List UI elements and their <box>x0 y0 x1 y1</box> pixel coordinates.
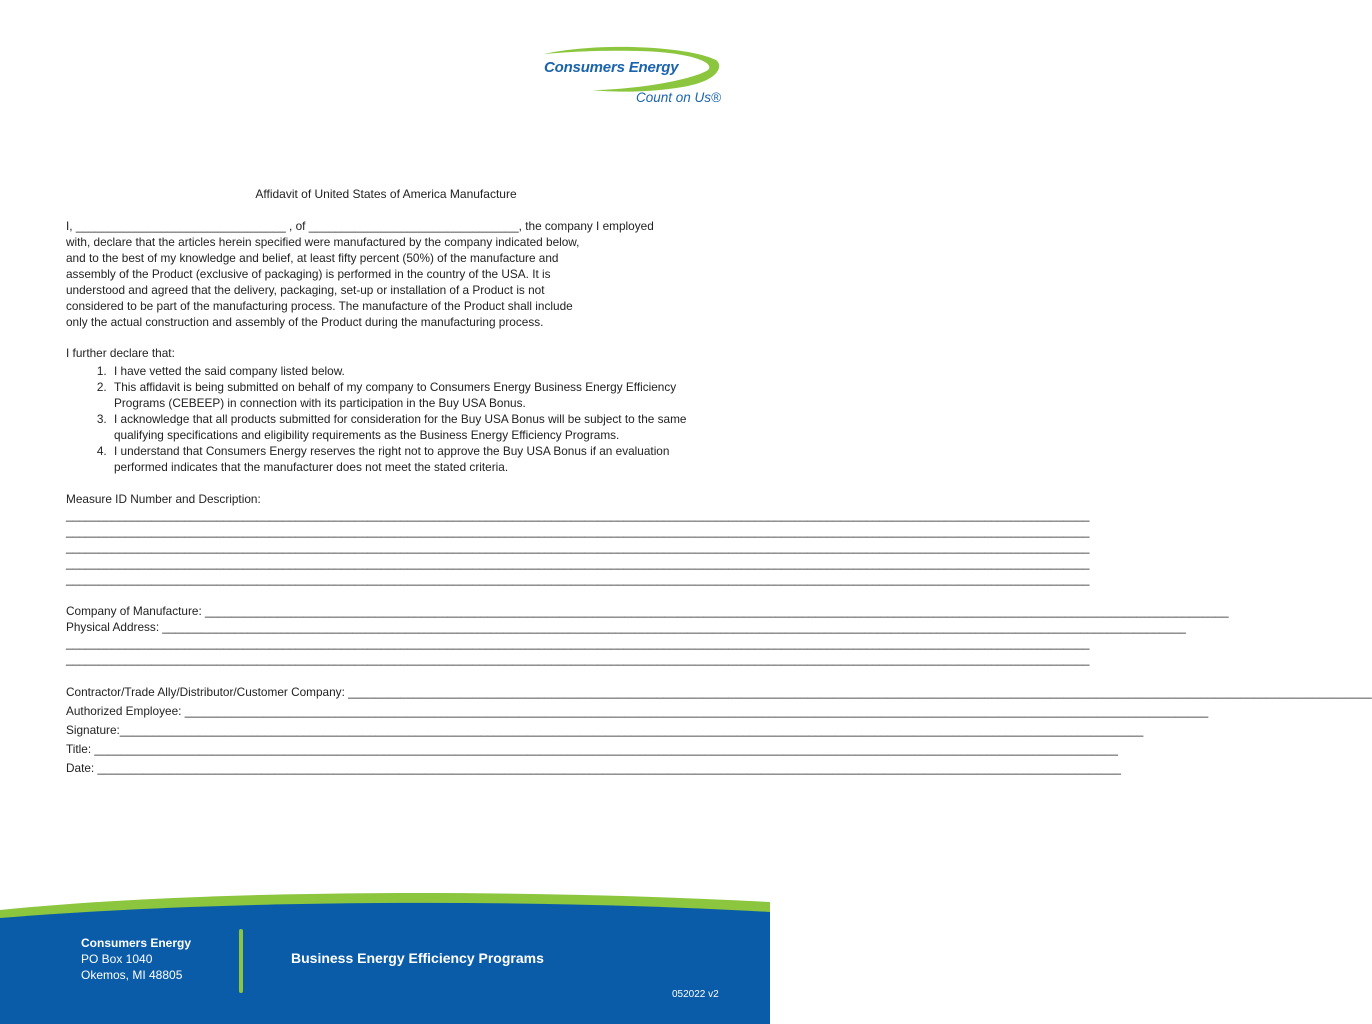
signature-line[interactable]: ____________________________________________________________________________________________________________________________________________________________ <box>119 723 1144 737</box>
contractor-company-line[interactable]: ____________________________________________________________________________________________________________________________________________________________ <box>348 685 1372 699</box>
logo-name: Consumers Energy <box>544 59 679 76</box>
signature-field[interactable] <box>66 721 1144 740</box>
measure-section <box>66 491 1090 587</box>
authorized-employee-field[interactable] <box>66 702 1209 721</box>
manufacturer-section <box>66 603 1229 667</box>
date-line[interactable]: ____________________________________________________________________________________________________________________________________________________________ <box>97 761 1121 775</box>
footer-address <box>81 935 191 983</box>
title-line[interactable]: ____________________________________________________________________________________________________________________________________________________________ <box>94 742 1118 756</box>
measure-line[interactable]: ____________________________________________________________________________________________________________________________________________________________ <box>66 572 1090 586</box>
signature-label: Signature: <box>66 723 120 737</box>
footer-divider <box>239 929 243 993</box>
company-of-manufacture-field[interactable] <box>66 603 1229 619</box>
intro-line: assembly of the Product (exclusive of packaging) is performed in the country of the USA. It is <box>66 267 551 281</box>
intro-line: with, declare that the articles herein specified were manufactured by the company indicated below, <box>66 235 580 249</box>
physical-address-field[interactable] <box>66 619 1186 635</box>
title-label: Title: <box>66 742 95 756</box>
company-of-manufacture-line[interactable]: ____________________________________________________________________________________________________________________________________________________________ <box>205 604 1229 618</box>
company-logo <box>538 44 728 114</box>
footer-version: 052022 v2 <box>672 989 719 1000</box>
address-line[interactable]: ____________________________________________________________________________________________________________________________________________________________ <box>66 636 1090 650</box>
measure-line[interactable]: ____________________________________________________________________________________________________________________________________________________________ <box>66 556 1090 570</box>
measure-line[interactable]: ____________________________________________________________________________________________________________________________________________________________ <box>66 540 1090 554</box>
footer-program-name: Business Energy Efficiency Programs <box>291 950 544 966</box>
document-title: Affidavit of United States of America Manufacture <box>255 187 517 201</box>
address-line[interactable]: ____________________________________________________________________________________________________________________________________________________________ <box>66 652 1090 666</box>
measure-line[interactable]: ____________________________________________________________________________________________________________________________________________________________ <box>66 508 1090 522</box>
intro-paragraph <box>66 218 706 330</box>
declaration-item: 2. This affidavit is being submitted on behalf of my company to Consumers Energy Business Energy Efficiency Programs (CEBEEP) in connection with its participation in the Buy USA Bonus. <box>110 379 706 411</box>
intro-line: I, ________________________________ , of ________________________________, the company I employed <box>66 219 654 233</box>
company-of-manufacture-label: Company of Manufacture: <box>66 604 206 618</box>
authorized-employee-label: Authorized Employee: <box>66 704 185 718</box>
contractor-company-label: Contractor/Trade Ally/Distributor/Customer Company: <box>66 685 349 699</box>
signature-section <box>66 683 1372 778</box>
declaration-item: 4. I understand that Consumers Energy reserves the right not to approve the Buy USA Bonus if an evaluation performed indicates that the manufacturer does not meet the stated criteria. <box>110 443 706 475</box>
logo-tagline: Count on Us® <box>636 90 721 105</box>
intro-line: only the actual construction and assembly of the Product during the manufacturing process. <box>66 315 544 329</box>
date-label: Date: <box>66 761 98 775</box>
declare-intro: I further declare that: <box>66 346 175 360</box>
authorized-employee-line[interactable]: ____________________________________________________________________________________________________________________________________________________________ <box>184 704 1209 718</box>
footer-city: Okemos, MI 48805 <box>81 968 183 982</box>
declaration-item: 1. I have vetted the said company listed below. <box>110 363 706 379</box>
contractor-company-field[interactable] <box>66 683 1372 702</box>
physical-address-line[interactable]: ____________________________________________________________________________________________________________________________________________________________ <box>162 620 1186 634</box>
measure-line[interactable]: ____________________________________________________________________________________________________________________________________________________________ <box>66 524 1090 538</box>
intro-line: understood and agreed that the delivery, packaging, set-up or installation of a Product is not <box>66 283 545 297</box>
affidavit-body <box>66 186 1372 778</box>
title-field[interactable] <box>66 740 1118 759</box>
measure-label: Measure ID Number and Description: <box>66 492 261 506</box>
footer-company: Consumers Energy <box>81 936 192 950</box>
date-field[interactable] <box>66 759 1121 778</box>
physical-address-label: Physical Address: <box>66 620 163 634</box>
declaration-list <box>66 363 706 475</box>
intro-line: considered to be part of the manufacturing process. The manufacture of the Product shall include <box>66 299 573 313</box>
intro-line: and to the best of my knowledge and belief, at least fifty percent (50%) of the manufacture and <box>66 251 559 265</box>
declaration-item: 3. I acknowledge that all products submitted for consideration for the Buy USA Bonus will be subject to the same qualifying specifications and eligibility requirements as the Business Energy Efficiency Programs. <box>110 411 706 443</box>
footer-po-box: PO Box 1040 <box>81 952 153 966</box>
